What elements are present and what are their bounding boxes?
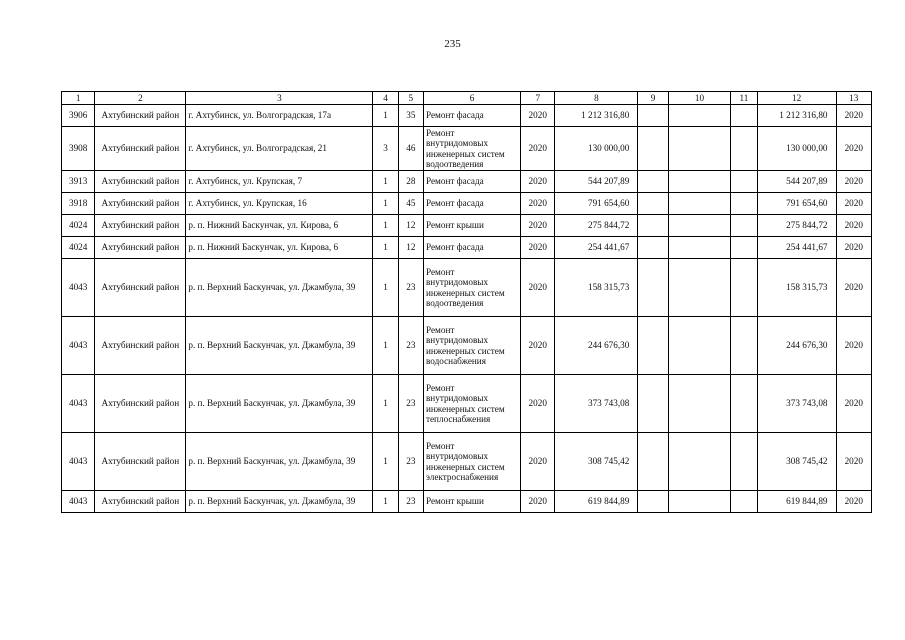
column-9-cell (638, 375, 668, 433)
total-cell: 158 315,73 (757, 259, 836, 317)
year-cell: 2020 (521, 491, 555, 513)
column-5-cell: 23 (398, 433, 423, 491)
column-10-cell (668, 237, 731, 259)
column-4-cell: 1 (373, 215, 398, 237)
column-9-cell (638, 237, 668, 259)
column-11-cell (731, 105, 757, 127)
object-id-cell: 4043 (62, 317, 95, 375)
table-row (62, 171, 872, 193)
column-9-cell (638, 193, 668, 215)
completion-year-cell: 2020 (836, 127, 872, 171)
column-10-cell (668, 105, 731, 127)
object-id-cell: 3913 (62, 171, 95, 193)
sum-cell: 275 844,72 (555, 215, 638, 237)
completion-year-cell: 2020 (836, 259, 872, 317)
address-cell: г. Ахтубинск, ул. Волгоградская, 17а (186, 105, 373, 127)
completion-year-cell: 2020 (836, 317, 872, 375)
total-cell: 791 654,60 (757, 193, 836, 215)
year-cell: 2020 (521, 193, 555, 215)
column-9-cell (638, 105, 668, 127)
object-id-cell: 4024 (62, 237, 95, 259)
address-cell: р. п. Верхний Баскунчак, ул. Джамбула, 39 (186, 317, 373, 375)
year-cell: 2020 (521, 215, 555, 237)
year-cell: 2020 (521, 375, 555, 433)
column-number: 1 (62, 92, 95, 105)
column-10-cell (668, 491, 731, 513)
column-number: 5 (398, 92, 423, 105)
column-4-cell: 3 (373, 127, 398, 171)
column-number: 11 (731, 92, 757, 105)
repair-register-table (61, 91, 872, 513)
work-type-cell: Ремонт фасада (423, 193, 520, 215)
table-row (62, 317, 872, 375)
object-id-cell: 3906 (62, 105, 95, 127)
column-number: 8 (555, 92, 638, 105)
work-type-cell: Ремонт внутридомовых инженерных систем водоотведения (423, 127, 520, 171)
object-id-cell: 4043 (62, 375, 95, 433)
column-11-cell (731, 215, 757, 237)
completion-year-cell: 2020 (836, 433, 872, 491)
table-row (62, 105, 872, 127)
column-10-cell (668, 193, 731, 215)
completion-year-cell: 2020 (836, 491, 872, 513)
column-number: 13 (836, 92, 872, 105)
total-cell: 619 844,89 (757, 491, 836, 513)
address-cell: г. Ахтубинск, ул. Крупская, 16 (186, 193, 373, 215)
object-id-cell: 4043 (62, 433, 95, 491)
sum-cell: 158 315,73 (555, 259, 638, 317)
column-10-cell (668, 215, 731, 237)
address-cell: р. п. Верхний Баскунчак, ул. Джамбула, 39 (186, 491, 373, 513)
year-cell: 2020 (521, 127, 555, 171)
completion-year-cell: 2020 (836, 237, 872, 259)
work-type-cell: Ремонт крыши (423, 215, 520, 237)
total-cell: 244 676,30 (757, 317, 836, 375)
sum-cell: 373 743,08 (555, 375, 638, 433)
column-10-cell (668, 433, 731, 491)
column-9-cell (638, 317, 668, 375)
table-row (62, 259, 872, 317)
sum-cell: 619 844,89 (555, 491, 638, 513)
column-10-cell (668, 375, 731, 433)
page-number: 235 (444, 38, 461, 50)
column-11-cell (731, 171, 757, 193)
year-cell: 2020 (521, 105, 555, 127)
column-9-cell (638, 433, 668, 491)
column-number: 9 (638, 92, 668, 105)
column-4-cell: 1 (373, 171, 398, 193)
column-number: 12 (757, 92, 836, 105)
address-cell: р. п. Верхний Баскунчак, ул. Джамбула, 39 (186, 433, 373, 491)
district-cell: Ахтубинский район (95, 127, 186, 171)
column-11-cell (731, 491, 757, 513)
year-cell: 2020 (521, 317, 555, 375)
column-4-cell: 1 (373, 193, 398, 215)
total-cell: 373 743,08 (757, 375, 836, 433)
address-cell: р. п. Верхний Баскунчак, ул. Джамбула, 39 (186, 259, 373, 317)
sum-cell: 244 676,30 (555, 317, 638, 375)
district-cell: Ахтубинский район (95, 375, 186, 433)
work-type-cell: Ремонт внутридомовых инженерных систем теплоснабжения (423, 375, 520, 433)
address-cell: р. п. Нижний Баскунчак, ул. Кирова, 6 (186, 237, 373, 259)
column-number: 6 (423, 92, 520, 105)
column-number: 2 (95, 92, 186, 105)
column-11-cell (731, 317, 757, 375)
table-row (62, 491, 872, 513)
column-10-cell (668, 171, 731, 193)
completion-year-cell: 2020 (836, 105, 872, 127)
column-9-cell (638, 215, 668, 237)
column-11-cell (731, 259, 757, 317)
column-11-cell (731, 433, 757, 491)
column-11-cell (731, 127, 757, 171)
column-5-cell: 12 (398, 237, 423, 259)
work-type-cell: Ремонт крыши (423, 491, 520, 513)
sum-cell: 1 212 316,80 (555, 105, 638, 127)
column-11-cell (731, 237, 757, 259)
address-cell: р. п. Верхний Баскунчак, ул. Джамбула, 39 (186, 375, 373, 433)
column-5-cell: 46 (398, 127, 423, 171)
table-row (62, 375, 872, 433)
table-row (62, 237, 872, 259)
work-type-cell: Ремонт фасада (423, 237, 520, 259)
column-9-cell (638, 491, 668, 513)
completion-year-cell: 2020 (836, 193, 872, 215)
column-5-cell: 23 (398, 259, 423, 317)
district-cell: Ахтубинский район (95, 215, 186, 237)
sum-cell: 791 654,60 (555, 193, 638, 215)
completion-year-cell: 2020 (836, 171, 872, 193)
district-cell: Ахтубинский район (95, 491, 186, 513)
work-type-cell: Ремонт фасада (423, 171, 520, 193)
work-type-cell: Ремонт внутридомовых инженерных систем электроснабжения (423, 433, 520, 491)
table-row (62, 193, 872, 215)
column-9-cell (638, 171, 668, 193)
column-10-cell (668, 317, 731, 375)
column-11-cell (731, 193, 757, 215)
total-cell: 254 441,67 (757, 237, 836, 259)
column-5-cell: 45 (398, 193, 423, 215)
district-cell: Ахтубинский район (95, 433, 186, 491)
district-cell: Ахтубинский район (95, 317, 186, 375)
column-4-cell: 1 (373, 491, 398, 513)
table-row (62, 433, 872, 491)
completion-year-cell: 2020 (836, 375, 872, 433)
column-number: 4 (373, 92, 398, 105)
column-10-cell (668, 259, 731, 317)
column-10-cell (668, 127, 731, 171)
address-cell: р. п. Нижний Баскунчак, ул. Кирова, 6 (186, 215, 373, 237)
year-cell: 2020 (521, 237, 555, 259)
sum-cell: 254 441,67 (555, 237, 638, 259)
column-number: 10 (668, 92, 731, 105)
column-4-cell: 1 (373, 375, 398, 433)
object-id-cell: 4024 (62, 215, 95, 237)
object-id-cell: 4043 (62, 259, 95, 317)
column-4-cell: 1 (373, 237, 398, 259)
district-cell: Ахтубинский район (95, 171, 186, 193)
column-4-cell: 1 (373, 433, 398, 491)
column-9-cell (638, 259, 668, 317)
sum-cell: 130 000,00 (555, 127, 638, 171)
total-cell: 275 844,72 (757, 215, 836, 237)
work-type-cell: Ремонт фасада (423, 105, 520, 127)
district-cell: Ахтубинский район (95, 193, 186, 215)
column-number: 7 (521, 92, 555, 105)
table-row (62, 215, 872, 237)
column-5-cell: 35 (398, 105, 423, 127)
year-cell: 2020 (521, 171, 555, 193)
column-number-row (62, 92, 872, 105)
column-5-cell: 23 (398, 491, 423, 513)
object-id-cell: 4043 (62, 491, 95, 513)
column-5-cell: 12 (398, 215, 423, 237)
column-number: 3 (186, 92, 373, 105)
sum-cell: 308 745,42 (555, 433, 638, 491)
district-cell: Ахтубинский район (95, 105, 186, 127)
column-5-cell: 28 (398, 171, 423, 193)
total-cell: 130 000,00 (757, 127, 836, 171)
column-4-cell: 1 (373, 105, 398, 127)
year-cell: 2020 (521, 259, 555, 317)
total-cell: 544 207,89 (757, 171, 836, 193)
column-9-cell (638, 127, 668, 171)
work-type-cell: Ремонт внутридомовых инженерных систем водоотведения (423, 259, 520, 317)
object-id-cell: 3918 (62, 193, 95, 215)
object-id-cell: 3908 (62, 127, 95, 171)
address-cell: г. Ахтубинск, ул. Волгоградская, 21 (186, 127, 373, 171)
address-cell: г. Ахтубинск, ул. Крупская, 7 (186, 171, 373, 193)
work-type-cell: Ремонт внутридомовых инженерных систем водоснабжения (423, 317, 520, 375)
column-11-cell (731, 375, 757, 433)
total-cell: 1 212 316,80 (757, 105, 836, 127)
table-row (62, 127, 872, 171)
column-4-cell: 1 (373, 259, 398, 317)
column-5-cell: 23 (398, 317, 423, 375)
column-5-cell: 23 (398, 375, 423, 433)
total-cell: 308 745,42 (757, 433, 836, 491)
column-4-cell: 1 (373, 317, 398, 375)
district-cell: Ахтубинский район (95, 237, 186, 259)
year-cell: 2020 (521, 433, 555, 491)
district-cell: Ахтубинский район (95, 259, 186, 317)
completion-year-cell: 2020 (836, 215, 872, 237)
sum-cell: 544 207,89 (555, 171, 638, 193)
